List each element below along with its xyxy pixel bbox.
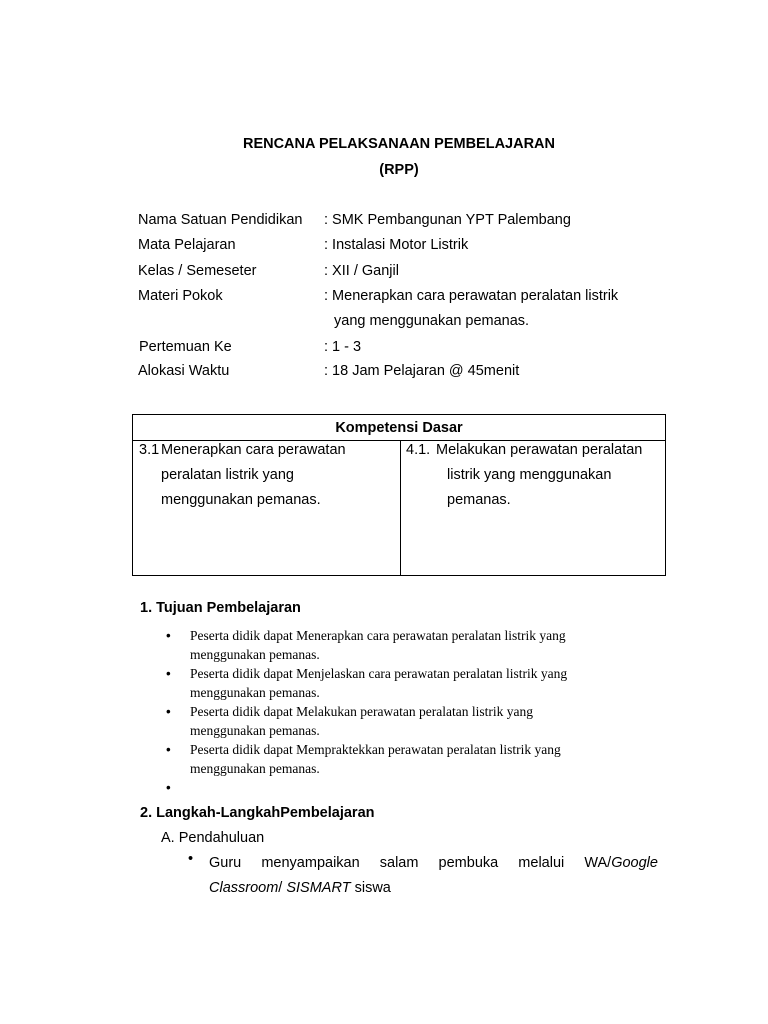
info-label-subject: Mata Pelajaran bbox=[138, 237, 236, 253]
step-text-word: salam bbox=[379, 855, 419, 871]
list-item bbox=[160, 626, 660, 664]
list-item-text-cont: menggunakan pemanas. bbox=[190, 761, 320, 776]
step-text-word: WA/Google bbox=[584, 855, 658, 871]
step-text-google: Google bbox=[611, 855, 658, 871]
info-label-class: Kelas / Semeseter bbox=[138, 263, 257, 279]
list-item-text: Peserta didik dapat Menjelaskan cara perawatan peralatan listrik yang bbox=[190, 666, 568, 681]
bullet-icon: • bbox=[188, 851, 194, 867]
step-text-classroom: Classroom bbox=[209, 880, 279, 896]
list-item bbox=[160, 702, 660, 740]
kompetensi-right-cell bbox=[401, 441, 666, 576]
step-text-word: pembuka bbox=[438, 855, 499, 871]
list-item-text: Peserta didik dapat Menerapkan cara perawatan peralatan listrik yang bbox=[190, 628, 566, 643]
info-value-subject: : Instalasi Motor Listrik bbox=[324, 237, 469, 253]
list-item-text-cont: menggunakan pemanas. bbox=[190, 723, 320, 738]
bullet-icon: • bbox=[166, 704, 171, 719]
step-text-word: menyampaikan bbox=[261, 855, 360, 871]
info-label-meeting: Pertemuan Ke bbox=[139, 339, 232, 355]
pendahuluan-step bbox=[209, 851, 658, 901]
list-item-empty bbox=[160, 778, 660, 797]
tujuan-list bbox=[160, 626, 660, 797]
subsection-pendahuluan: A. Pendahuluan bbox=[161, 830, 265, 846]
kompetensi-right-line: listrik yang menggunakan bbox=[447, 467, 612, 483]
kompetensi-right-line: pemanas. bbox=[447, 492, 511, 508]
info-label-school: Nama Satuan Pendidikan bbox=[138, 212, 303, 228]
kompetensi-left-line: menggunakan pemanas. bbox=[161, 492, 321, 508]
list-item bbox=[160, 740, 660, 778]
step-text-word: Guru bbox=[209, 855, 242, 871]
info-value-topic-cont: yang menggunakan pemanas. bbox=[334, 313, 530, 329]
kompetensi-left-line: Menerapkan cara perawatan bbox=[161, 442, 346, 458]
info-label-time: Alokasi Waktu bbox=[138, 363, 230, 379]
bullet-icon: • bbox=[166, 780, 171, 795]
step-text-sep: / bbox=[278, 880, 287, 896]
bullet-icon: • bbox=[166, 628, 171, 643]
list-item-text: Peserta didik dapat Mempraktekkan perawatan peralatan listrik yang bbox=[190, 742, 561, 757]
section-heading-tujuan: 1. Tujuan Pembelajaran bbox=[140, 600, 301, 616]
kompetensi-left-number: 3.1 bbox=[139, 442, 160, 458]
step-line-2 bbox=[209, 876, 658, 901]
kompetensi-dasar-table bbox=[132, 414, 666, 576]
step-text-word: melalui bbox=[518, 855, 565, 871]
step-text-sismart: SISMART bbox=[286, 880, 351, 896]
document-title: RENCANA PELAKSANAAN PEMBELAJARAN bbox=[242, 136, 556, 152]
info-value-meeting: : 1 - 3 bbox=[324, 339, 362, 355]
info-value-class: : XII / Ganjil bbox=[324, 263, 399, 279]
kompetensi-right-number: 4.1. bbox=[406, 442, 431, 458]
document-subtitle: (RPP) bbox=[379, 162, 419, 178]
step-line-1 bbox=[209, 851, 658, 876]
kompetensi-right-line: Melakukan perawatan peralatan bbox=[436, 442, 643, 458]
info-value-time: : 18 Jam Pelajaran @ 45menit bbox=[324, 363, 520, 379]
list-item-text: Peserta didik dapat Melakukan perawatan peralatan listrik yang bbox=[190, 704, 533, 719]
kompetensi-left-line: peralatan listrik yang bbox=[161, 467, 294, 483]
list-item-text-cont: menggunakan pemanas. bbox=[190, 647, 320, 662]
step-text-end: siswa bbox=[350, 880, 391, 896]
list-item-text-cont: menggunakan pemanas. bbox=[190, 685, 320, 700]
kompetensi-left-cell bbox=[133, 441, 401, 576]
bullet-icon: • bbox=[166, 666, 171, 681]
kompetensi-header: Kompetensi Dasar bbox=[133, 415, 666, 441]
info-label-topic: Materi Pokok bbox=[138, 288, 223, 304]
bullet-icon: • bbox=[166, 742, 171, 757]
list-item bbox=[160, 664, 660, 702]
info-value-school: : SMK Pembangunan YPT Palembang bbox=[324, 212, 571, 228]
section-heading-langkah: 2. Langkah-LangkahPembelajaran bbox=[140, 805, 375, 821]
info-value-topic: : Menerapkan cara perawatan peralatan listrik bbox=[324, 288, 619, 304]
